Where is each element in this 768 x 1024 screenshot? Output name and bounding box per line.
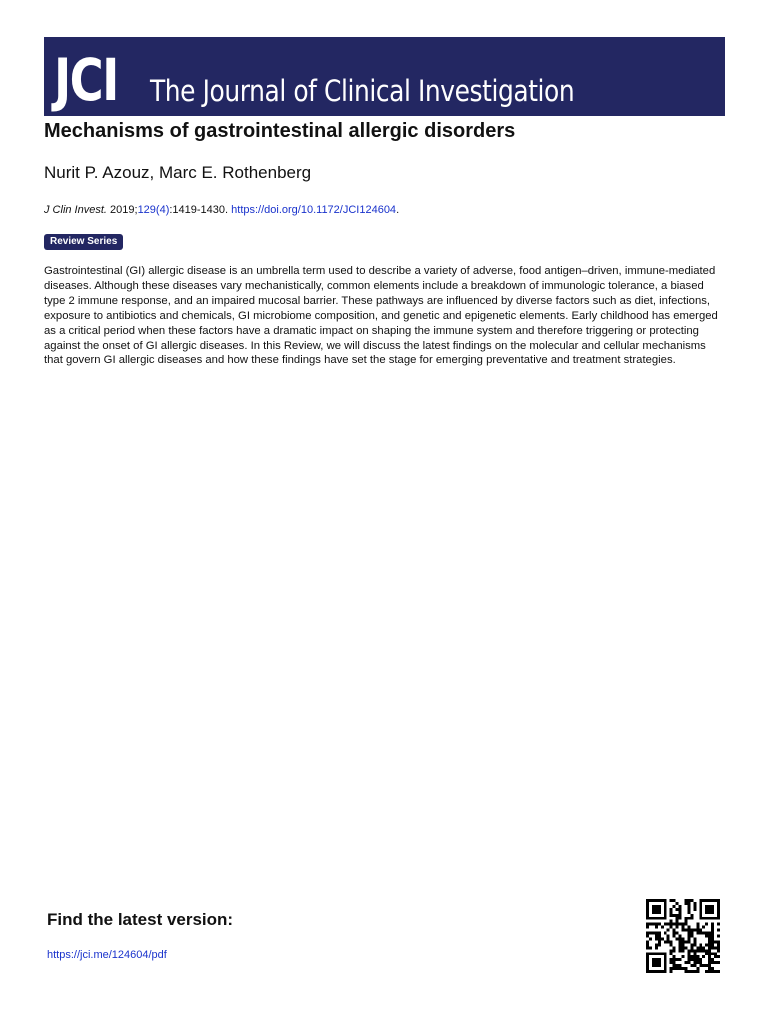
abstract: Gastrointestinal (GI) allergic disease is an umbrella term used to describe a variety of adverse, food antigen–driven, immune-mediated diseases. Although these diseases vary mechanistically, common elements include a breakdown of immunologic tolerance, a biased type 2 immune response, and an impaired mucosal barrier. These pathways are influenced by diverse factors such as diet, infections, exposure to antibiotics and chemicals, GI microbiome composition, and genetic and epigenetic elements. Early childhood has emerged as a critical period when these factors have a dramatic impact on shaping the immune system and therefore triggering or protecting against the onset of GI allergic diseases. In this Review, we will discuss the latest findings on the molecular and cellular mechanisms that govern GI allergic diseases and how these findings have set the stage for emerging preventative and treatment strategies. [44, 265, 718, 367]
citation-pages: :1419-1430. [169, 204, 229, 216]
qr-code-icon[interactable] [646, 899, 720, 973]
jci-logo: JCI [54, 46, 118, 114]
journal-name: The Journal of Clinical Investigation [150, 74, 575, 108]
article-authors: Nurit P. Azouz, Marc E. Rothenberg [44, 163, 312, 182]
citation-end: . [396, 204, 400, 216]
journal-banner [44, 37, 725, 116]
doi-link[interactable]: https://doi.org/10.1172/JCI124604 [231, 204, 397, 216]
pdf-link[interactable]: https://jci.me/124604/pdf [47, 949, 167, 961]
article-title: Mechanisms of gastrointestinal allergic disorders [44, 120, 516, 142]
find-latest-heading: Find the latest version: [47, 910, 234, 929]
citation [44, 204, 399, 216]
citation-journal: J Clin Invest. [44, 204, 107, 216]
review-series-badge[interactable]: Review Series [44, 234, 123, 250]
citation-issue-link[interactable]: 129(4) [137, 204, 170, 216]
citation-year: 2019; [110, 204, 138, 216]
